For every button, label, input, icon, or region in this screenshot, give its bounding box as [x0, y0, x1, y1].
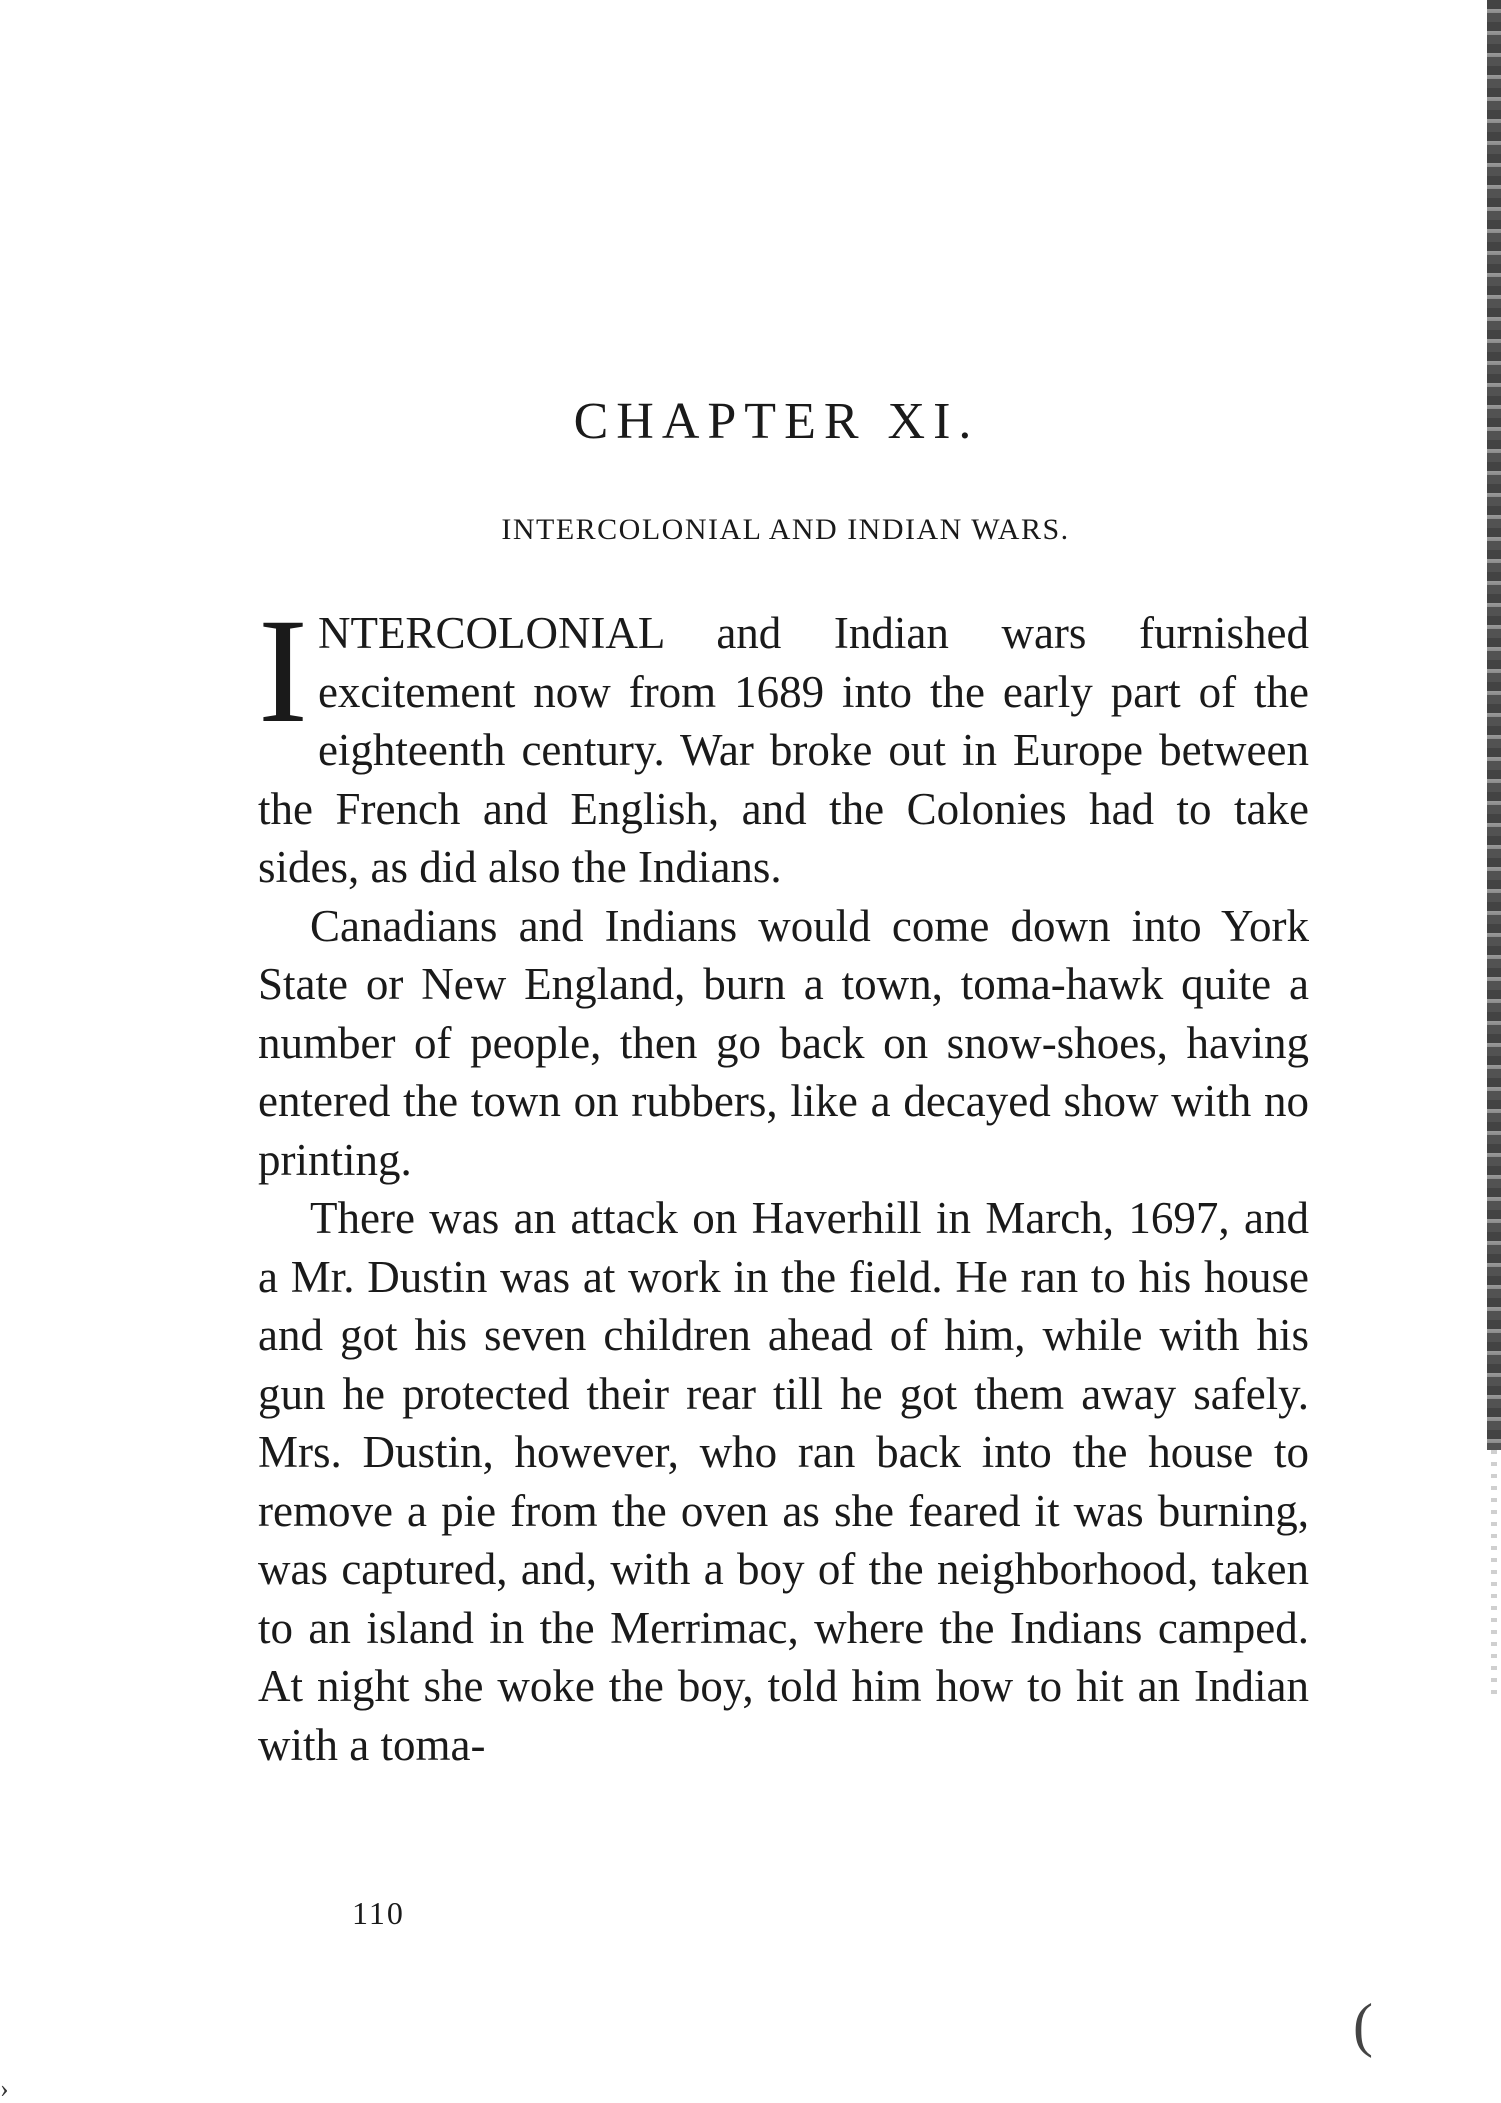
chapter-title: CHAPTER XI. — [573, 393, 980, 450]
paragraph-1 — [258, 588, 1309, 897]
paragraph-2: Canadians and Indians would come down into York State or New England, burn a town, toma-hawk quite a number of people, then go back on snow-shoes, having entered the town on rubbers, like a decayed show with no printing. — [258, 900, 1309, 1185]
paragraph-1-text: NTERCOLONIAL and Indian wars furnished excitement now from 1689 into the early part of the eighteenth century. War broke out in Europe between the French and English, and the Colonies had to take sides, as did also the Indians. — [258, 608, 1309, 892]
arrow-scan-mark: › — [0, 2074, 9, 2103]
paragraph-3: There was an attack on Haverhill in March, 1697, and a Mr. Dustin was at work in the field. He ran to his house and got his seven children ahead of him, while with his gun he protected their rear till he got them away safely. Mrs. Dustin, however, who ran back into the house to remove a pie from the oven as she feared it was burning, was captured, and, with a boy of the neighborhood, taken to an island in the Merrimac, where the Indians camped. At night she woke the boy, told him how to hit an Indian with a toma- — [258, 1193, 1309, 1770]
body-text — [258, 588, 1309, 1774]
paren-scan-mark: ( — [1353, 1992, 1373, 2058]
page-edge-shadow — [1487, 0, 1501, 1450]
page-edge-speckle — [1491, 1450, 1497, 1700]
drop-cap: I — [258, 588, 308, 754]
page-number: 110 — [352, 1895, 405, 1931]
chapter-subtitle: INTERCOLONIAL AND INDIAN WARS. — [501, 513, 1070, 546]
